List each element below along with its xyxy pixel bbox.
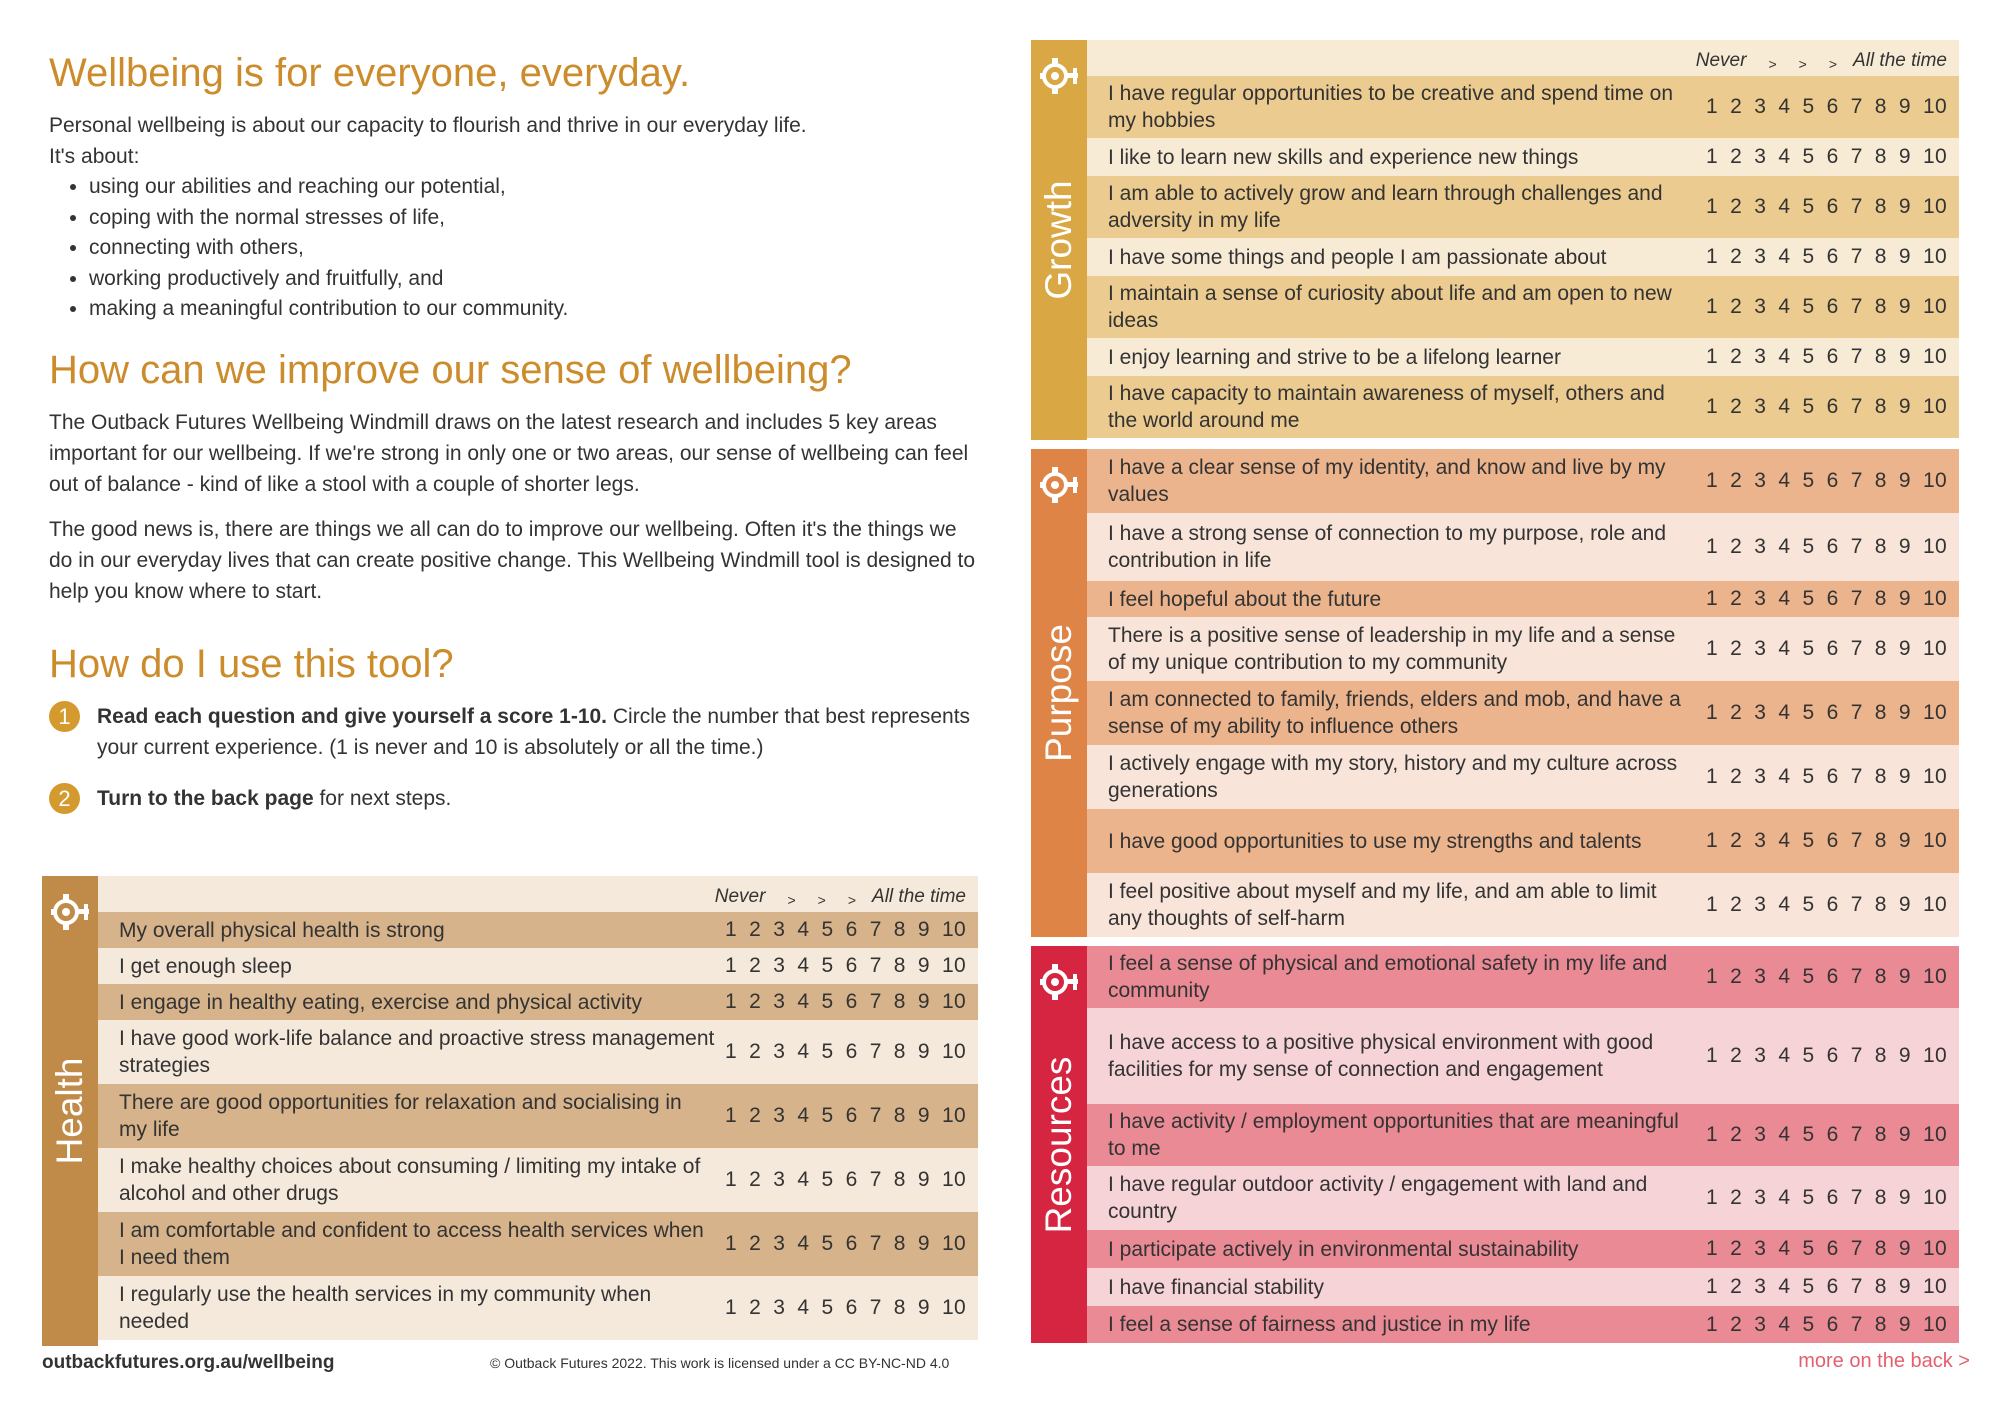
table-row — [1087, 338, 1959, 376]
table-row — [1087, 513, 1959, 581]
intro-para-1b: It's about: — [49, 145, 140, 168]
score-scale[interactable]: 1 2 3 4 5 6 7 8 9 10 — [1706, 1044, 1947, 1067]
score-scale[interactable]: 1 2 3 4 5 6 7 8 9 10 — [1706, 395, 1947, 418]
footer-copyright: © Outback Futures 2022. This work is licensed under a CC BY-NC-ND 4.0 — [490, 1355, 950, 1371]
score-scale[interactable]: 1 2 3 4 5 6 7 8 9 10 — [725, 954, 966, 977]
table-row — [1087, 1104, 1959, 1166]
heading-wellbeing: Wellbeing is for everyone, everyday. — [49, 51, 691, 95]
score-scale[interactable]: 1 2 3 4 5 6 7 8 9 10 — [1706, 765, 1947, 788]
table-row — [98, 1084, 978, 1148]
question-text: I am comfortable and confident to access health services when I need them — [119, 1219, 704, 1269]
question-text: I have some things and people I am passionate about — [1108, 245, 1607, 269]
heading-how-to-use: How do I use this tool? — [49, 641, 454, 686]
score-scale[interactable]: 1 2 3 4 5 6 7 8 9 10 — [1706, 587, 1947, 610]
scale-all-label: All the time — [872, 886, 966, 907]
score-scale[interactable]: 1 2 3 4 5 6 7 8 9 10 — [1706, 195, 1947, 218]
table-row — [1087, 1008, 1959, 1104]
score-scale[interactable]: 1 2 3 4 5 6 7 8 9 10 — [725, 990, 966, 1013]
question-text: I have capacity to maintain awareness of myself, others and the world around me — [1108, 382, 1665, 432]
question-text: I like to learn new skills and experience new things — [1108, 145, 1579, 169]
list-item: • making a meaningful contribution to our community. — [89, 294, 984, 325]
step-2 — [49, 783, 984, 814]
list-item: • using our abilities and reaching our potential, — [89, 172, 984, 203]
purpose-section — [1031, 449, 1959, 937]
intro-column — [49, 50, 984, 834]
question-text: I have activity / employment opportunities that are meaningful to me — [1108, 1110, 1679, 1160]
resources-question-table — [1087, 946, 1959, 1343]
score-scale[interactable]: 1 2 3 4 5 6 7 8 9 10 — [1706, 701, 1947, 724]
score-scale[interactable]: 1 2 3 4 5 6 7 8 9 10 — [1706, 1186, 1947, 1209]
purpose-question-table — [1087, 449, 1959, 937]
score-scale[interactable]: 1 2 3 4 5 6 7 8 9 10 — [725, 1104, 966, 1127]
footer-url[interactable]: outbackfutures.org.au/wellbeing — [42, 1352, 335, 1373]
growth-title: Growth — [1038, 180, 1079, 300]
resources-title: Resources — [1038, 1056, 1079, 1233]
score-scale[interactable]: 1 2 3 4 5 6 7 8 9 10 — [1706, 295, 1947, 318]
table-row — [98, 948, 978, 984]
scale-arrow: > — [1828, 56, 1838, 72]
growth-section — [1031, 40, 1959, 440]
question-text: I get enough sleep — [119, 954, 292, 978]
question-text: I have good opportunities to use my strengths and talents — [1108, 829, 1642, 853]
list-item: • coping with the normal stresses of life, — [89, 203, 984, 234]
health-title: Health — [49, 1057, 90, 1165]
question-text: I make healthy choices about consuming / limiting my intake of alcohol and other drugs — [119, 1155, 701, 1205]
intro-para-2: The Outback Futures Wellbeing Windmill draws on the latest research and includes 5 key areas important for our wellbeing. If we're strong in only one or two areas, our sense of wellbeing can feel out of balance - kind of like a stool with a couple of shorter legs. — [49, 410, 969, 496]
question-text: I am able to actively grow and learn through challenges and adversity in my life — [1108, 182, 1663, 232]
table-row — [1087, 1166, 1959, 1230]
step-number-badge: 1 — [49, 701, 80, 732]
scale-arrow: > — [1768, 56, 1777, 72]
scale-arrow: > — [787, 892, 796, 908]
table-row — [1087, 581, 1959, 617]
table-row — [1087, 376, 1959, 438]
table-row — [1087, 238, 1959, 276]
list-item: • connecting with others, — [89, 233, 984, 264]
question-text: I feel hopeful about the future — [1108, 587, 1382, 611]
table-row — [1087, 138, 1959, 176]
intro-para-3: The good news is, there are things we all can do to improve our wellbeing. Often it's the things we do in our everyday lives that can create positive change. This Wellbeing Windmill tool is designed to help you know where to start. — [49, 517, 976, 603]
growth-side-bar — [1031, 40, 1087, 440]
score-scale[interactable]: 1 2 3 4 5 6 7 8 9 10 — [1706, 1275, 1947, 1298]
question-text: I feel a sense of fairness and justice in my life — [1108, 1313, 1531, 1336]
score-scale[interactable]: 1 2 3 4 5 6 7 8 9 10 — [1706, 829, 1947, 852]
score-scale[interactable]: 1 2 3 4 5 6 7 8 9 10 — [1706, 965, 1947, 988]
table-row — [1087, 809, 1959, 873]
question-text: There is a positive sense of leadership in my life and a sense of my unique contribution to my community — [1108, 624, 1676, 674]
table-row — [1087, 76, 1959, 138]
question-text: I regularly use the health services in my community when needed — [119, 1283, 652, 1333]
score-scale[interactable]: 1 2 3 4 5 6 7 8 9 10 — [1706, 1312, 1947, 1336]
question-text: I have regular opportunities to be creative and spend time on my hobbies — [1108, 82, 1674, 132]
table-row — [1087, 745, 1959, 809]
windmill-icon — [1037, 463, 1081, 507]
question-text: I have a strong sense of connection to my purpose, role and contribution in life — [1108, 522, 1667, 572]
step-2-bold: Turn to the back page — [97, 786, 314, 810]
table-row — [98, 912, 978, 948]
table-row — [1087, 617, 1959, 681]
scale-all-label: All the time — [1853, 50, 1947, 71]
score-scale[interactable]: 1 2 3 4 5 6 7 8 9 10 — [1706, 1123, 1947, 1146]
purpose-side-bar — [1031, 449, 1087, 937]
question-text: I have good work-life balance and proactive stress management strategies — [119, 1027, 715, 1077]
question-text: There are good opportunities for relaxation and socialising in my life — [119, 1091, 682, 1141]
score-scale[interactable]: 1 2 3 4 5 6 7 8 9 10 — [1706, 637, 1947, 660]
score-scale[interactable]: 1 2 3 4 5 6 7 8 9 10 — [725, 1296, 966, 1319]
step-2-text: for next steps. — [313, 786, 452, 810]
question-text: I have access to a positive physical environment with good facilities for my sense of connection and engagement — [1108, 1031, 1654, 1081]
scale-header — [1087, 40, 1959, 76]
table-row — [1087, 681, 1959, 745]
score-scale[interactable]: 1 2 3 4 5 6 7 8 9 10 — [725, 1168, 966, 1191]
scale-arrow: > — [817, 892, 826, 908]
heading-improve: How can we improve our sense of wellbeing? — [49, 347, 852, 392]
score-scale[interactable]: 1 2 3 4 5 6 7 8 9 10 — [1706, 145, 1947, 168]
question-text: I actively engage with my story, history and my culture across generations — [1108, 752, 1678, 802]
about-list — [49, 172, 984, 325]
table-row — [1087, 176, 1959, 238]
score-scale[interactable]: 1 2 3 4 5 6 7 8 9 10 — [1706, 95, 1947, 118]
score-scale[interactable]: 1 2 3 4 5 6 7 8 9 10 — [1706, 245, 1947, 268]
score-scale[interactable]: 1 2 3 4 5 6 7 8 9 10 — [1706, 1237, 1947, 1260]
scale-arrow: > — [847, 892, 857, 908]
health-question-table — [98, 876, 978, 1346]
score-scale[interactable]: 1 2 3 4 5 6 7 8 9 10 — [725, 1232, 966, 1255]
table-row — [1087, 873, 1959, 937]
table-row — [1087, 946, 1959, 1008]
scale-never-label: Never — [714, 886, 766, 907]
table-row — [1087, 449, 1959, 513]
table-row — [98, 984, 978, 1020]
question-text: I have financial stability — [1108, 1275, 1324, 1299]
question-text: I am connected to family, friends, elders and mob, and have a sense of my ability to influence others — [1108, 688, 1681, 738]
table-row — [98, 1212, 978, 1276]
question-text: I feel a sense of physical and emotional safety in my life and community — [1108, 952, 1668, 1002]
question-text: My overall physical health is strong — [119, 918, 445, 942]
more-on-back-link[interactable]: more on the back > — [1798, 1350, 1970, 1372]
resources-side-bar — [1031, 946, 1087, 1343]
question-text: I enjoy learning and strive to be a lifelong learner — [1108, 345, 1561, 369]
purpose-title: Purpose — [1038, 624, 1079, 762]
scale-never-label: Never — [1695, 50, 1747, 71]
score-scale[interactable]: 1 2 3 4 5 6 7 8 9 10 — [1706, 893, 1947, 916]
question-text: I maintain a sense of curiosity about life and am open to new ideas — [1108, 282, 1672, 332]
step-1-bold: Read each question and give yourself a score 1-10. — [97, 704, 608, 728]
question-text: I have regular outdoor activity / engagement with land and country — [1108, 1173, 1648, 1223]
step-1-text: Circle the number that best represents your current experience. (1 is never and 10 is absolutely or all the time.) — [97, 704, 971, 759]
resources-section — [1031, 946, 1959, 1343]
question-text: I engage in healthy eating, exercise and physical activity — [119, 990, 642, 1014]
growth-question-table — [1087, 40, 1959, 440]
score-scale[interactable]: 1 2 3 4 5 6 7 8 9 10 — [1706, 345, 1947, 368]
table-row — [1087, 276, 1959, 338]
score-scale[interactable]: 1 2 3 4 5 6 7 8 9 10 — [1706, 535, 1947, 558]
question-text: I have a clear sense of my identity, and know and live by my values — [1108, 456, 1666, 506]
steps-list — [49, 701, 984, 814]
score-scale[interactable]: 1 2 3 4 5 6 7 8 9 10 — [725, 1040, 966, 1063]
table-row — [98, 1148, 978, 1212]
step-1 — [49, 701, 984, 763]
table-row — [98, 1020, 978, 1084]
scale-arrow: > — [1798, 56, 1807, 72]
question-text: I participate actively in environmental sustainability — [1108, 1237, 1579, 1261]
table-row — [98, 1276, 978, 1340]
windmill-icon — [1037, 960, 1081, 1004]
scale-header — [98, 876, 978, 912]
health-side-bar — [42, 876, 98, 1346]
windmill-icon — [48, 890, 92, 934]
question-text: I feel positive about myself and my life, and am able to limit any thoughts of self-harm — [1108, 880, 1657, 930]
health-section — [42, 876, 978, 1346]
table-row — [1087, 1230, 1959, 1268]
windmill-icon — [1037, 54, 1081, 98]
list-item: • working productively and fruitfully, and — [89, 264, 984, 295]
table-row — [1087, 1268, 1959, 1306]
score-scale[interactable]: 1 2 3 4 5 6 7 8 9 10 — [1706, 469, 1947, 492]
intro-para-1a: Personal wellbeing is about our capacity to flourish and thrive in our everyday life. — [49, 114, 807, 137]
step-number-badge: 2 — [49, 783, 80, 814]
score-scale[interactable]: 1 2 3 4 5 6 7 8 9 10 — [725, 918, 966, 941]
table-row — [1087, 1306, 1959, 1343]
